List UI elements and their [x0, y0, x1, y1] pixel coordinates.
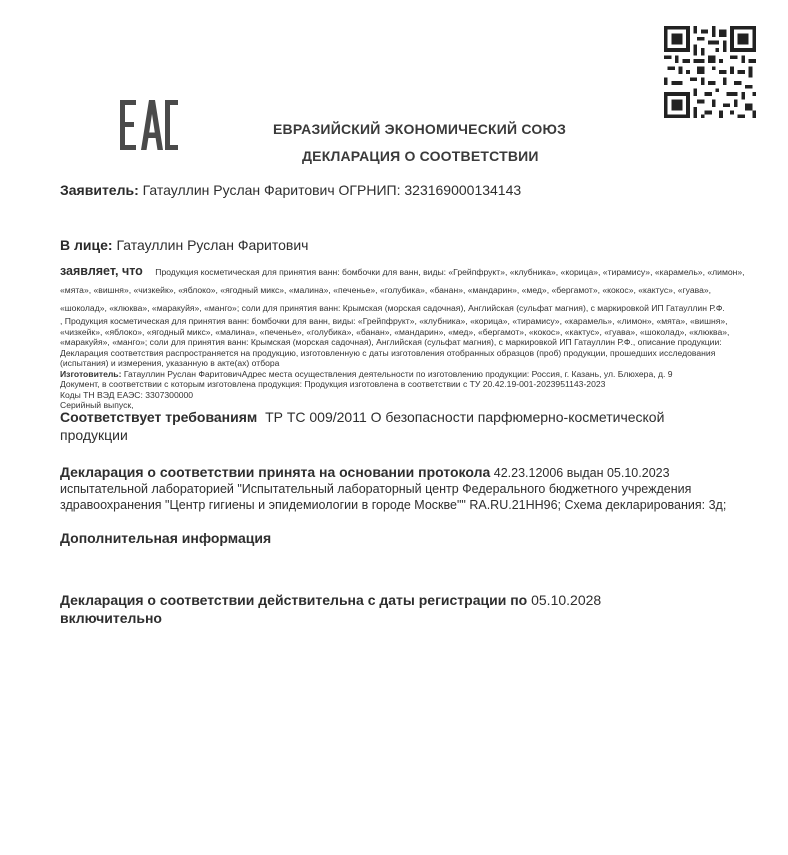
additional-info-heading: Дополнительная информация: [60, 530, 272, 546]
manufacturer-line: [60, 369, 750, 380]
serial-line: Серийный выпуск,: [60, 400, 134, 410]
represented-by-value: Гатауллин Руслан Фаритович: [116, 237, 309, 253]
basis-value: 42.23.12006 выдан 05.10.2023 испытательной лабораторией "Испытательный лабораторный центр Федерального бюджетного учреждения здравоохранения "Центр гигиены и эпидемиологии в городе Москве"" RA.RU.21НН96; Схема декларирования: 3д;: [60, 466, 727, 512]
basis-label: Декларация о соответствии принята на основании протокола: [60, 464, 491, 480]
manufacturer-label: Изготовитель:: [60, 368, 122, 379]
conforms-section: [60, 408, 730, 444]
product-description-2: , Продукция косметическая для принятия ванн: бомбочки для ванн, виды: «Грейпфрукт», «клубника», «корица», «тирамису», «карамель», «лимон», «мята», «вишня», «чизкейк», «яблоко», «ягодный микс», «малина», «печенье», «голубика», «банан», «мандарин», «мед», «бергамот», «кокос», «кактус», «гуава», «шоколад», «клюква», «маракуйя», «манго»; соли для принятия ванн: Крымская (морская садочная), Английская (сульфат магния), с маркировкой ИП Гатауллин Р.Ф., описание продукции: Декларация соответствия распространяется на продукцию, изготовленную с даты изготовления отобранных образцов (проб) продукции, прошедших исследования (испытания) и измерения, указанную в акте(ах) отбора: [60, 316, 730, 368]
qr-code[interactable]: [664, 26, 756, 118]
document-line: Документ, в соответствии с которым изготовлена продукция: Продукция изготовлена в соответствии с ТУ 20.42.19-001-2023951143-2023: [60, 379, 606, 389]
validity-label: Декларация о соответствии действительна с даты регистрации по: [60, 592, 528, 608]
applicant-value: Гатауллин Руслан Фаритович ОГРНИП: 323169000134143: [142, 182, 522, 198]
product-description-1: Продукция косметическая для принятия ванн: бомбочки для ванн, виды: «Грейпфрукт», «клубника», «корица», «тирамису», «карамель», «лимон», «мята», «вишня», «чизкейк», «яблоко», «ягодный микс», «малина», «печенье», «голубика», «банан», «мандарин», «мед», «бергамот», «кокос», «кактус», «гуава», «шоколад», «клюква», «маракуйя», «манго»; соли для принятия ванн: Крымская (морская садочная), Английская (сульфат магния), с маркировкой ИП Гатауллин Р.Ф.: [60, 267, 745, 313]
document-title: ДЕКЛАРАЦИЯ О СООТВЕТСТВИИ: [302, 148, 539, 164]
applicant-label: Заявитель:: [60, 182, 139, 198]
manufacturer-value: Гатауллин Руслан ФаритовичАдрес места осуществления деятельности по изготовлению продукции: Россия, г. Казань, ул. Блюхера, д. 9: [123, 368, 673, 379]
codes-line: Коды ТН ВЭД ЕАЭС: 3307300000: [60, 389, 194, 400]
basis-section: [60, 464, 750, 513]
declaration-body: [60, 262, 750, 411]
validity-date: 05.10.2028: [531, 592, 602, 608]
union-name: ЕВРАЗИЙСКИЙ ЭКОНОМИЧЕСКИЙ СОЮЗ: [273, 121, 567, 137]
conforms-label: Соответствует требованиям: [60, 409, 258, 425]
validity-suffix: включительно: [60, 610, 162, 626]
conforms-value: ТР ТС 009/2011 О безопасности парфюмерно-косметической продукции: [60, 409, 665, 443]
validity-section: [60, 591, 660, 627]
represented-by-label: В лице:: [60, 237, 113, 253]
represented-by-line: [60, 237, 308, 253]
declares-label: заявляет, что: [60, 264, 143, 278]
eac-logo: [118, 100, 180, 150]
declares-paragraph: [60, 262, 750, 316]
applicant-line: [60, 182, 521, 198]
